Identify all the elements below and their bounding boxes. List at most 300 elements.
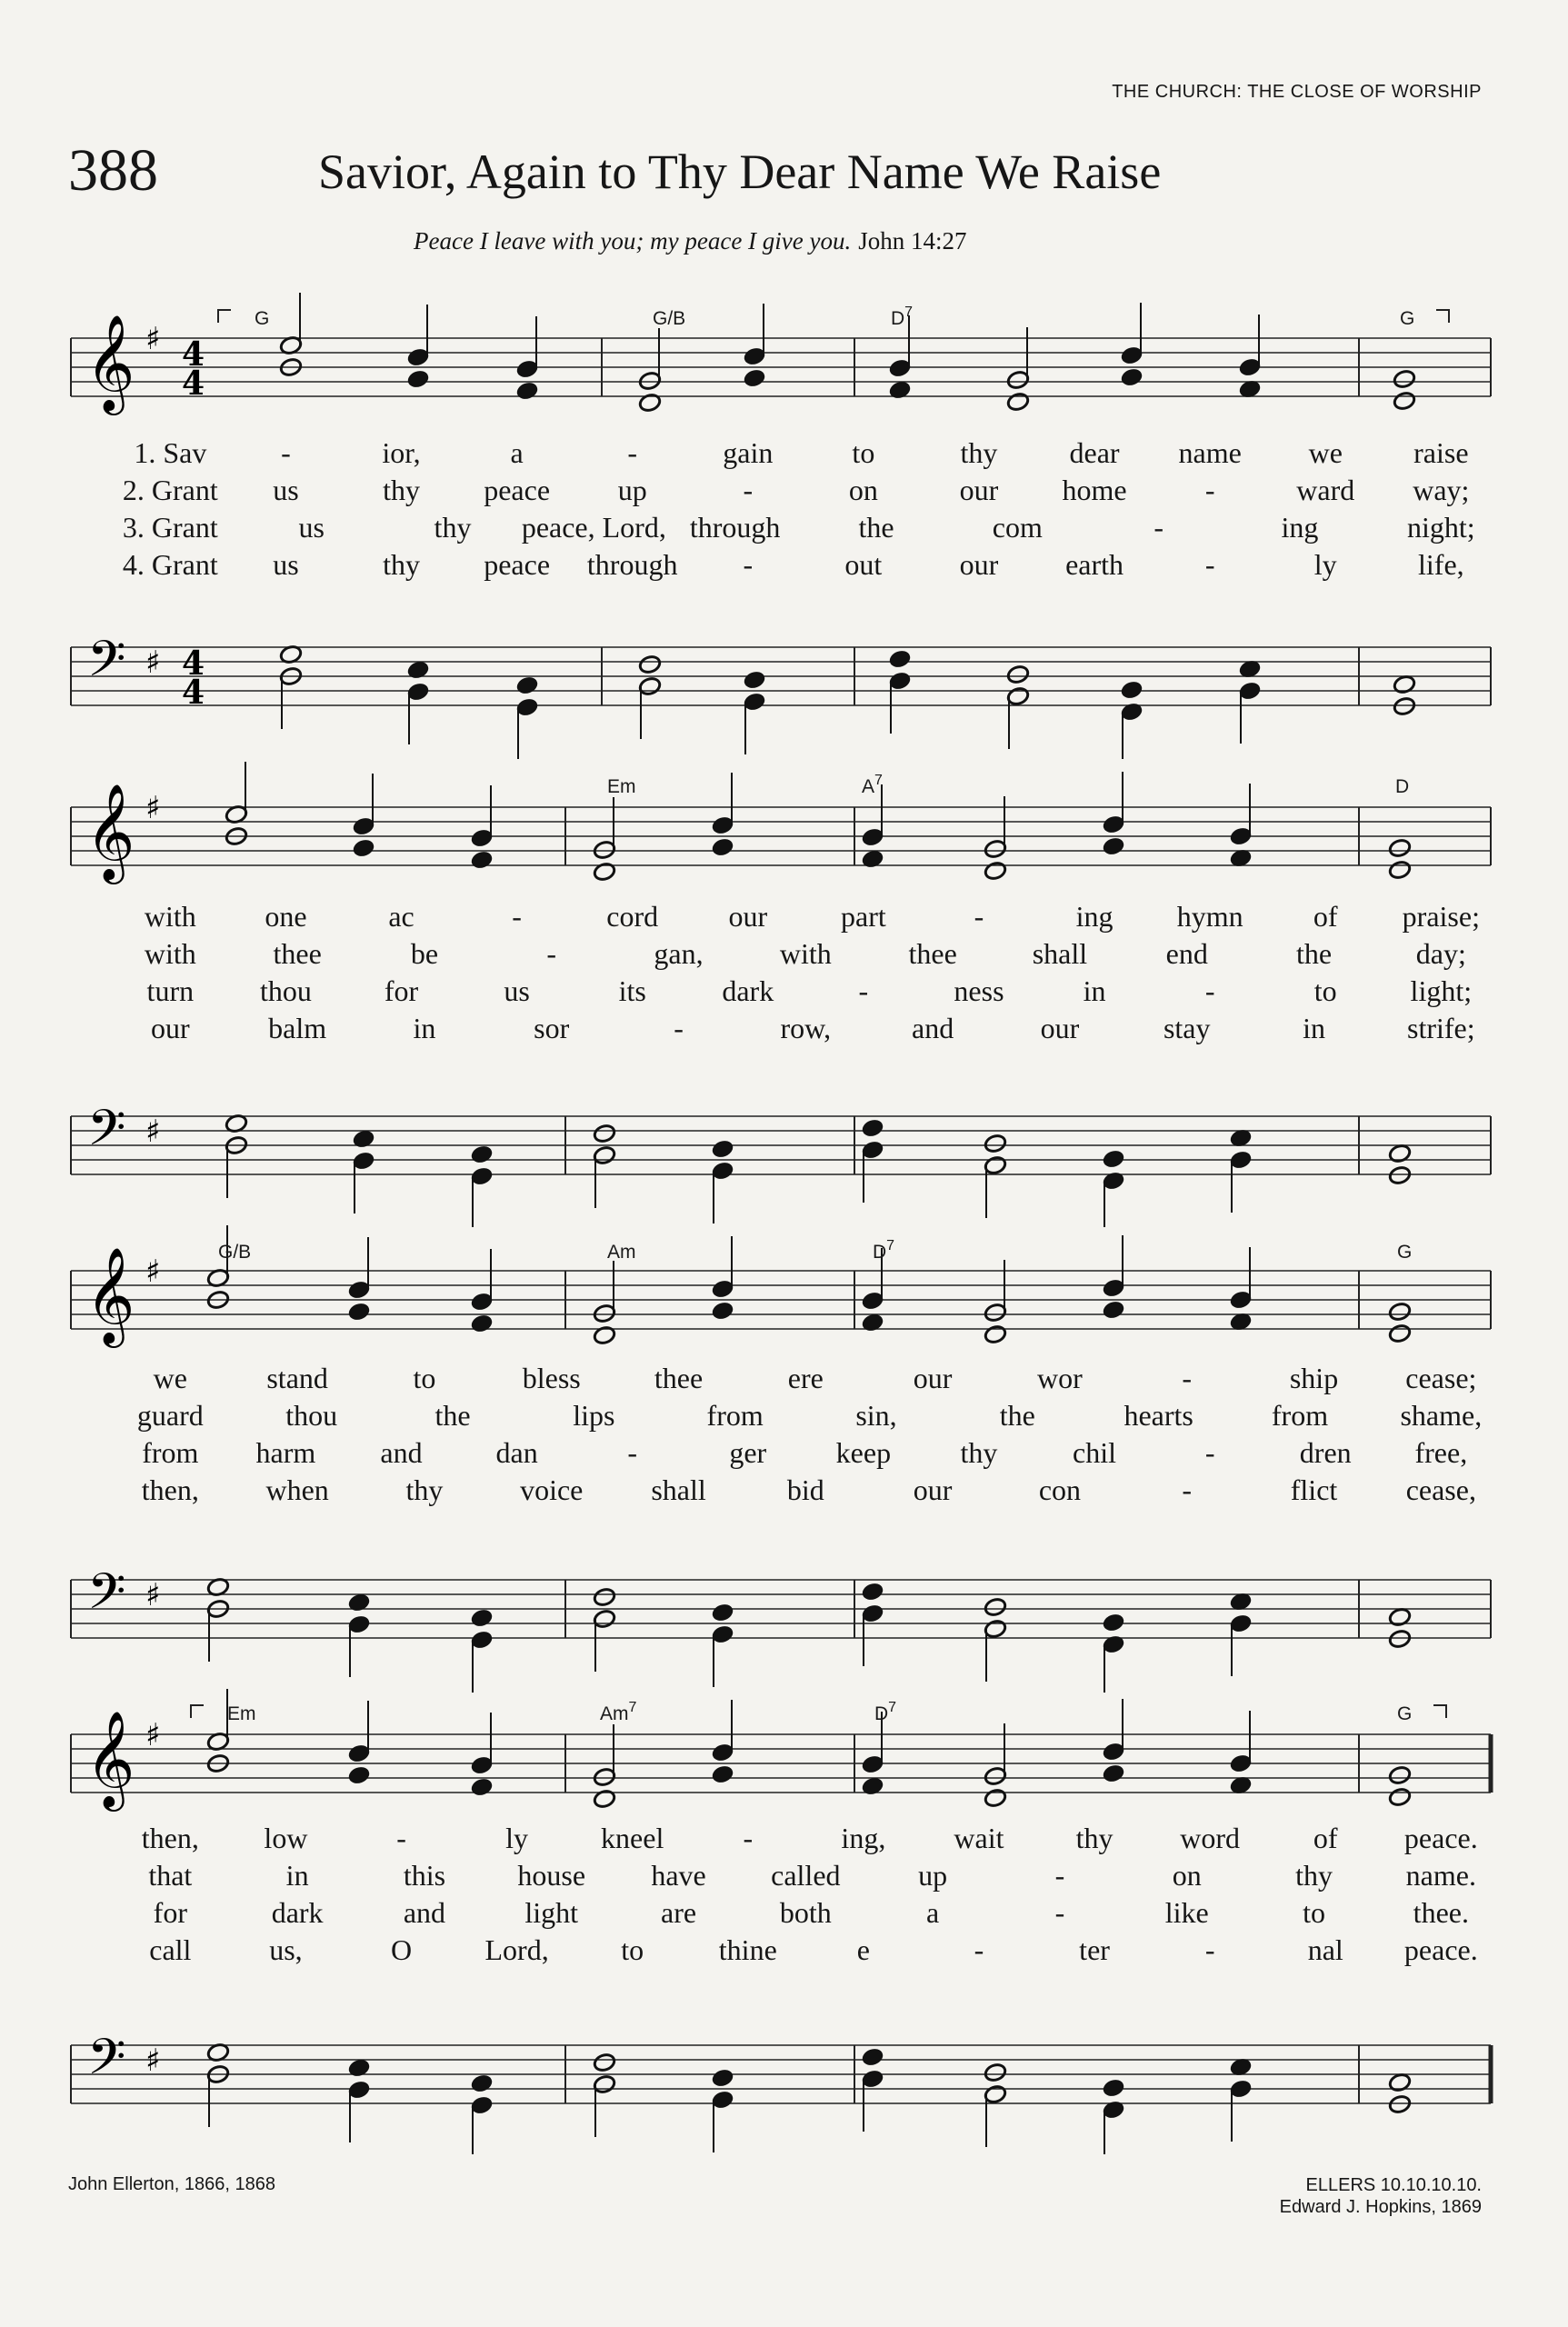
note-head xyxy=(1393,369,1416,390)
lyric-syllable: of xyxy=(1313,1822,1338,1854)
note-head xyxy=(406,369,430,390)
lyric-line xyxy=(0,1399,1568,1435)
lyric-syllable: in xyxy=(1303,1012,1325,1044)
bracket-left-icon xyxy=(191,1705,204,1718)
lyric-syllable: ing, xyxy=(841,1822,886,1854)
lyric-syllable: thou xyxy=(259,974,312,1007)
note-head xyxy=(1393,674,1416,695)
lyric-line xyxy=(0,1896,1568,1933)
lyric-syllable: dear xyxy=(1069,436,1120,469)
chord-symbol: G xyxy=(1400,308,1415,329)
lyric-syllable: the xyxy=(434,1399,471,1432)
lyric-syllable: thee. xyxy=(1413,1896,1469,1929)
syllable-hyphen: - xyxy=(1204,974,1215,1007)
note-head xyxy=(1388,2072,1412,2093)
lyric-syllable: name xyxy=(1178,436,1242,469)
note-head xyxy=(470,1777,494,1798)
bass-clef-icon: 𝄢 xyxy=(87,1563,126,1633)
lyric-syllable: thy xyxy=(1075,1822,1114,1854)
lyric-syllable: thou xyxy=(285,1399,338,1432)
key-signature-sharp-icon: ♯ xyxy=(145,321,161,357)
lyric-syllable: and xyxy=(380,1436,423,1469)
note-head xyxy=(984,1324,1007,1345)
lyric-syllable: through xyxy=(586,548,678,581)
lyric-syllable: ward xyxy=(1296,474,1355,506)
chord-symbol: G xyxy=(1397,1242,1413,1263)
syllable-hyphen: - xyxy=(974,900,984,933)
lyric-syllable: when xyxy=(265,1473,329,1506)
lyric-syllable: with xyxy=(144,937,196,970)
lyric-syllable: thy xyxy=(434,511,472,544)
note-head xyxy=(984,1788,1007,1809)
composer-credit: Edward J. Hopkins, 1869 xyxy=(1279,2197,1482,2217)
lyric-syllable: bid xyxy=(786,1473,824,1506)
lyric-syllable: life, xyxy=(1418,548,1464,581)
lyric-syllable: us xyxy=(504,974,530,1007)
syllable-hyphen: - xyxy=(1204,1933,1215,1966)
chord-symbol: G/B xyxy=(218,1242,252,1263)
lyric-line xyxy=(0,1822,1568,1858)
bracket-left-icon xyxy=(218,310,231,323)
note-head xyxy=(984,861,1007,882)
note-head xyxy=(470,1144,494,1165)
lyric-syllable: in xyxy=(1083,974,1106,1007)
lyric-syllable: to xyxy=(413,1362,436,1394)
syllable-hyphen: - xyxy=(1182,1473,1193,1506)
lyric-line xyxy=(0,1436,1568,1473)
lyric-syllable: to xyxy=(1303,1896,1325,1929)
note-head xyxy=(888,649,912,670)
note-head xyxy=(1388,1607,1412,1628)
chord-symbol: Am xyxy=(607,1242,636,1263)
lyric-syllable: hymn xyxy=(1176,900,1243,933)
lyric-line xyxy=(0,1473,1568,1510)
hymn-title: Savior, Again to Thy Dear Name We Raise xyxy=(318,145,1162,199)
hymn-number: 388 xyxy=(68,137,158,204)
lyric-syllable: the xyxy=(999,1399,1035,1432)
lyric-syllable: Lord, xyxy=(484,1933,549,1966)
bass-clef-icon: 𝄢 xyxy=(87,630,126,700)
bass-clef-icon: 𝄢 xyxy=(87,2028,126,2098)
lyric-syllable: our xyxy=(728,900,768,933)
lyric-syllable: raise xyxy=(1413,436,1469,469)
chord-symbols xyxy=(191,1700,1446,1724)
lyric-syllable: low xyxy=(264,1822,308,1854)
note-head xyxy=(1388,1787,1412,1808)
note-head xyxy=(593,1587,616,1608)
note-head xyxy=(861,1118,884,1139)
note-head xyxy=(470,1608,494,1629)
lyric-line xyxy=(0,937,1568,974)
note-head xyxy=(711,1764,734,1785)
note-head xyxy=(470,1313,494,1334)
lyric-syllable: are xyxy=(661,1896,697,1929)
syllable-hyphen: - xyxy=(1204,548,1215,581)
lyric-syllable: up xyxy=(918,1859,948,1892)
scripture-line xyxy=(414,227,967,255)
lyric-syllable: 3. Grant xyxy=(122,511,218,544)
note-head xyxy=(1393,696,1416,717)
note-head xyxy=(515,675,539,696)
lyric-syllable: us xyxy=(298,511,325,544)
lyric-syllable: peace xyxy=(484,474,551,506)
note-head xyxy=(1388,2094,1412,2115)
scripture-text: Peace I leave with you; my peace I give you. xyxy=(414,227,852,255)
lyric-syllable: house xyxy=(517,1859,586,1892)
lyric-syllable: thee xyxy=(273,937,322,970)
chord-symbol: G xyxy=(255,308,270,329)
lyric-syllable: one xyxy=(265,900,307,933)
lyric-syllable: turn xyxy=(146,974,195,1007)
syllable-hyphen: - xyxy=(1154,511,1164,544)
note-head xyxy=(347,1593,371,1613)
lyric-syllable: thee xyxy=(654,1362,704,1394)
lyric-syllable: peace. xyxy=(1403,1933,1478,1966)
lyric-syllable: light xyxy=(524,1896,579,1929)
chord-symbol: $D^7$ xyxy=(874,1700,897,1724)
scripture-reference: John 14:27 xyxy=(858,227,967,255)
note-head xyxy=(515,381,539,402)
lyric-syllable: from xyxy=(1271,1399,1329,1432)
lyric-syllable: the xyxy=(858,511,894,544)
note-head xyxy=(1102,2078,1125,2099)
note-head xyxy=(711,1301,734,1322)
lyric-syllable: a xyxy=(926,1896,940,1929)
chord-symbol: $D^7$ xyxy=(873,1238,895,1263)
lyric-syllable: stand xyxy=(266,1362,328,1394)
key-signature-sharp-icon: ♯ xyxy=(145,1577,161,1613)
lyric-syllable: and xyxy=(403,1896,446,1929)
lyric-syllable: dark xyxy=(722,974,774,1007)
lyric-syllable: our xyxy=(913,1362,953,1394)
lyric-syllable: cease; xyxy=(1405,1362,1477,1394)
lyric-syllable: thy xyxy=(383,474,420,506)
lyric-line xyxy=(0,474,1568,510)
time-signature-icon: 4 xyxy=(182,365,205,403)
note-head xyxy=(711,1139,734,1160)
note-head xyxy=(984,1134,1007,1154)
note-head xyxy=(470,850,494,871)
lyric-syllable: us, xyxy=(269,1933,303,1966)
syllable-hyphen: - xyxy=(546,937,557,970)
lyric-syllable: our xyxy=(1040,1012,1080,1044)
note-head xyxy=(711,837,734,858)
lyric-syllable: praise; xyxy=(1402,900,1480,933)
lyric-syllable: from xyxy=(706,1399,764,1432)
lyric-syllable: word xyxy=(1180,1822,1241,1854)
note-head xyxy=(861,2047,884,2068)
lyric-syllable: to xyxy=(852,436,875,469)
lyric-syllable: be xyxy=(410,937,439,970)
lyric-syllable: peace, Lord, xyxy=(521,511,666,544)
lyric-syllable: ac xyxy=(388,900,414,933)
lyric-syllable: gain xyxy=(723,436,774,469)
lyric-syllable: thee xyxy=(908,937,957,970)
chord-symbol: $A^7$ xyxy=(862,773,883,797)
note-head xyxy=(470,2073,494,2094)
lyric-syllable: O xyxy=(390,1933,413,1966)
note-head xyxy=(1388,1302,1412,1323)
syllable-hyphen: - xyxy=(743,1822,754,1854)
note-head xyxy=(1388,1165,1412,1186)
lyric-syllable: wor xyxy=(1037,1362,1083,1394)
tune-credit xyxy=(1280,2174,1482,2218)
note-head xyxy=(593,2052,616,2073)
treble-clef-icon: 𝄞 xyxy=(85,314,135,411)
note-head xyxy=(593,1325,616,1346)
note-head xyxy=(347,1765,371,1786)
lyric-line xyxy=(0,548,1568,584)
lyric-syllable: then, xyxy=(141,1473,199,1506)
lyric-syllable: in xyxy=(285,1859,309,1892)
section-heading: THE CHURCH: THE CLOSE OF WORSHIP xyxy=(1112,82,1482,102)
syllable-hyphen: - xyxy=(858,974,869,1007)
lyric-syllable: ly xyxy=(505,1822,529,1854)
lyric-syllable: flict xyxy=(1290,1473,1338,1506)
note-head xyxy=(352,1129,375,1150)
lyric-syllable: ship xyxy=(1289,1362,1339,1394)
lyric-syllable: up xyxy=(617,474,647,506)
note-head xyxy=(1388,1144,1412,1164)
lyric-syllable: our xyxy=(959,474,999,506)
lyric-syllable: our xyxy=(151,1012,190,1044)
lyric-syllable: dan xyxy=(495,1436,538,1469)
chord-symbol: G/B xyxy=(653,308,686,329)
lyric-syllable: lips xyxy=(573,1399,615,1432)
syllable-hyphen: - xyxy=(974,1933,984,1966)
lyric-syllable: like xyxy=(1164,1896,1209,1929)
lyric-syllable: gan, xyxy=(654,937,704,970)
note-head xyxy=(1102,1149,1125,1170)
note-head xyxy=(743,368,766,389)
lyric-syllable: keep xyxy=(835,1436,892,1469)
lyric-syllable: balm xyxy=(268,1012,327,1044)
lyric-syllable: wait xyxy=(954,1822,1004,1854)
lyric-syllable: thy xyxy=(960,436,998,469)
syllable-hyphen: - xyxy=(1054,1896,1065,1929)
lyric-syllable: 1. Sav xyxy=(134,436,207,469)
syllable-hyphen: - xyxy=(627,436,638,469)
note-head xyxy=(711,2068,734,2089)
note-head xyxy=(888,380,912,401)
lyric-syllable: thine xyxy=(718,1933,777,1966)
key-signature-sharp-icon: ♯ xyxy=(145,644,161,681)
lyric-syllable: thy xyxy=(383,548,420,581)
time-signature-icon: 4 xyxy=(182,674,205,712)
lyric-syllable: from xyxy=(142,1436,199,1469)
tune-name: ELLERS 10.10.10.10. xyxy=(1305,2175,1482,2195)
chord-symbol: $D^7$ xyxy=(891,305,914,329)
note-head xyxy=(861,1313,884,1333)
key-signature-sharp-icon: ♯ xyxy=(145,1717,161,1753)
syllable-hyphen: - xyxy=(281,436,291,469)
syllable-hyphen: - xyxy=(743,548,754,581)
lyric-syllable: this xyxy=(403,1859,446,1892)
note-head xyxy=(1102,1613,1125,1633)
note-head xyxy=(1388,860,1412,881)
syllable-hyphen: - xyxy=(1204,474,1215,506)
note-head xyxy=(1006,392,1030,413)
lyric-syllable: call xyxy=(149,1933,192,1966)
lyric-syllable: cord xyxy=(606,900,659,933)
note-head xyxy=(347,2058,371,2079)
lyric-syllable: the xyxy=(1295,937,1333,970)
lyric-syllable: home xyxy=(1062,474,1127,506)
lyric-syllable: us xyxy=(273,548,299,581)
lyric-syllable: stay xyxy=(1163,1012,1211,1044)
lyric-line xyxy=(0,1362,1568,1398)
treble-clef-icon: 𝄞 xyxy=(85,1246,135,1343)
syllable-hyphen: - xyxy=(1182,1362,1193,1394)
note-head xyxy=(984,1597,1007,1618)
lyric-syllable: ger xyxy=(729,1436,767,1469)
lyric-line xyxy=(0,1859,1568,1895)
bracket-right-icon xyxy=(1436,310,1449,323)
lyric-syllable: with xyxy=(144,900,196,933)
lyric-syllable: nal xyxy=(1307,1933,1343,1966)
lyric-syllable: 2. Grant xyxy=(122,474,218,506)
lyric-line xyxy=(0,436,1568,473)
lyric-syllable: peace xyxy=(484,548,551,581)
lyric-syllable: harm xyxy=(255,1436,316,1469)
lyric-syllable: dren xyxy=(1299,1436,1352,1469)
lyric-syllable: bless xyxy=(522,1362,581,1394)
lyric-syllable: shall xyxy=(651,1473,706,1506)
note-head xyxy=(406,660,430,681)
lyric-syllable: way; xyxy=(1413,474,1470,506)
lyric-syllable: thy xyxy=(1295,1859,1333,1892)
syllable-hyphen: - xyxy=(512,900,522,933)
note-head xyxy=(1388,1323,1412,1344)
lyric-syllable: called xyxy=(771,1859,841,1892)
lyric-syllable: for xyxy=(153,1896,187,1929)
note-head xyxy=(861,1582,884,1603)
lyric-syllable: us xyxy=(273,474,299,506)
lyric-line xyxy=(0,1933,1568,1970)
lyric-syllable: we xyxy=(1308,436,1343,469)
lyric-syllable: cease, xyxy=(1405,1473,1476,1506)
text-author-credit: John Ellerton, 1866, 1868 xyxy=(68,2174,275,2194)
lyric-syllable: voice xyxy=(520,1473,584,1506)
lyric-line xyxy=(0,511,1568,547)
note-head xyxy=(593,862,616,883)
chord-symbol: Em xyxy=(607,776,636,797)
lyric-syllable: we xyxy=(153,1362,187,1394)
lyric-syllable: to xyxy=(621,1933,644,1966)
note-head xyxy=(1388,1629,1412,1650)
key-signature-sharp-icon: ♯ xyxy=(145,1253,161,1290)
lyric-syllable: thy xyxy=(960,1436,998,1469)
syllable-hyphen: - xyxy=(396,1822,406,1854)
lyric-syllable: strife; xyxy=(1407,1012,1475,1044)
note-head xyxy=(1102,1763,1125,1784)
lyric-syllable: out xyxy=(844,548,883,581)
lyric-line xyxy=(0,900,1568,936)
lyric-syllable: a xyxy=(510,436,524,469)
lyric-syllable: for xyxy=(384,974,419,1007)
lyric-syllable: con xyxy=(1038,1473,1082,1506)
note-head xyxy=(1102,836,1125,857)
chord-symbols xyxy=(218,305,1449,329)
time-signature-icon: 4 xyxy=(182,335,205,374)
lyric-syllable: peace. xyxy=(1403,1822,1478,1854)
syllable-hyphen: - xyxy=(627,1436,638,1469)
chord-symbol: Em xyxy=(227,1703,256,1724)
note-head xyxy=(1120,680,1144,701)
note-head xyxy=(984,2062,1007,2083)
syllable-hyphen: - xyxy=(1054,1859,1065,1892)
lyric-syllable: on xyxy=(1172,1859,1202,1892)
lyric-syllable: shall xyxy=(1032,937,1088,970)
key-signature-sharp-icon: ♯ xyxy=(145,1114,161,1150)
note-head xyxy=(743,670,766,691)
note-head xyxy=(638,393,662,414)
note-head xyxy=(1388,1765,1412,1786)
syllable-hyphen: - xyxy=(1204,1436,1215,1469)
note-head xyxy=(1120,367,1144,388)
note-head xyxy=(861,849,884,870)
lyric-syllable: to xyxy=(1313,974,1337,1007)
lyric-syllable: ness xyxy=(954,974,1004,1007)
lyric-syllable: earth xyxy=(1065,548,1124,581)
lyric-syllable: in xyxy=(413,1012,436,1044)
note-head xyxy=(347,1302,371,1323)
lyric-syllable: hearts xyxy=(1124,1399,1193,1432)
note-head xyxy=(352,838,375,859)
chord-symbol: Am$^7$ xyxy=(600,1700,637,1724)
lyric-syllable: row, xyxy=(780,1012,832,1044)
syllable-hyphen: - xyxy=(743,474,754,506)
lyric-syllable: night; xyxy=(1406,511,1475,544)
lyric-syllable: have xyxy=(651,1859,706,1892)
note-head xyxy=(638,654,662,675)
key-signature-sharp-icon: ♯ xyxy=(145,2042,161,2079)
note-head xyxy=(1388,838,1412,859)
lyric-syllable: ing xyxy=(1075,900,1114,933)
chord-symbol: G xyxy=(1397,1703,1413,1724)
lyric-syllable: sor xyxy=(534,1012,570,1044)
note-head xyxy=(593,1124,616,1144)
lyric-syllable: ior, xyxy=(382,436,421,469)
lyric-syllable: end xyxy=(1165,937,1208,970)
lyric-syllable: ere xyxy=(787,1362,824,1394)
chord-symbol: D xyxy=(1395,776,1410,797)
note-head xyxy=(1102,1300,1125,1321)
syllable-hyphen: - xyxy=(674,1012,684,1044)
lyric-syllable: free, xyxy=(1414,1436,1468,1469)
lyric-syllable: our xyxy=(913,1473,953,1506)
lyric-syllable: 4. Grant xyxy=(122,548,218,581)
bass-clef-icon: 𝄢 xyxy=(87,1099,126,1169)
bracket-right-icon xyxy=(1433,1705,1446,1718)
lyric-syllable: its xyxy=(618,974,646,1007)
lyric-line xyxy=(0,974,1568,1011)
note-head xyxy=(861,1776,884,1797)
chord-symbols xyxy=(218,1238,1412,1263)
lyric-syllable: ly xyxy=(1313,548,1337,581)
lyric-syllable: ing xyxy=(1281,511,1319,544)
note-head xyxy=(1393,391,1416,412)
lyric-syllable: light; xyxy=(1410,974,1473,1007)
lyric-syllable: our xyxy=(959,548,999,581)
lyric-syllable: name. xyxy=(1405,1859,1476,1892)
treble-clef-icon: 𝄞 xyxy=(85,783,135,880)
note-head xyxy=(711,1603,734,1623)
lyric-syllable: com xyxy=(992,511,1043,544)
lyric-line xyxy=(0,1012,1568,1048)
lyric-syllable: of xyxy=(1313,900,1338,933)
lyric-syllable: with xyxy=(779,937,832,970)
